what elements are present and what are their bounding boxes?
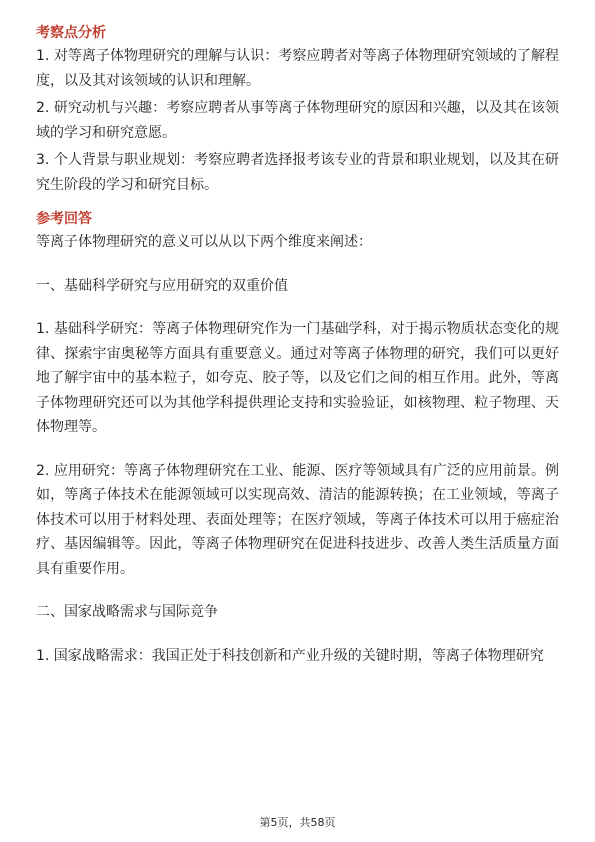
section-2-title: 二、国家战略需求与国际竞争 bbox=[36, 604, 218, 620]
analysis-item-2: 2. 研究动机与兴趣：考察应聘者从事等离子体物理研究的原因和兴趣，以及其在该领域的学习和研究意愿。 bbox=[36, 100, 559, 141]
document-page bbox=[36, 22, 559, 668]
answer-heading: 参考回答 bbox=[36, 211, 92, 227]
section-1-title: 一、基础科学研究与应用研究的双重价值 bbox=[36, 277, 288, 294]
analysis-item-3: 3. 个人背景与职业规划：考察应聘者选择报考该专业的背景和职业规划，以及其在研究生阶段的学习和研究目标。 bbox=[36, 152, 559, 193]
section-1-paragraph-1: 1. 基础科学研究：等离子体物理研究作为一门基础学科，对于揭示物质状态变化的规律、探索宇宙奥秘等方面具有重要意义。通过对等离子体物理的研究，我们可以更好地了解宇宙中的基本粒子，如夸克、胶子等，以及它们之间的相互作用。此外，等离子体物理研究还可以为其他学科提供理论支持和实验验证，如核物理、粒子物理、天体物理等。 bbox=[36, 321, 559, 435]
analysis-item-1: 1. 对等离子体物理研究的理解与认识：考察应聘者对等离子体物理研究领域的了解程度，以及其对该领域的认识和理解。 bbox=[36, 48, 559, 89]
page-number: 第5页，共58页 bbox=[259, 816, 336, 829]
analysis-heading: 考察点分析 bbox=[36, 25, 106, 41]
answer-intro: 等离子体物理研究的意义可以从以下两个维度来阐述： bbox=[36, 234, 372, 250]
section-2-paragraph-1: 1. 国家战略需求：我国正处于科技创新和产业升级的关键时期，等离子体物理研究 bbox=[36, 647, 544, 664]
section-1-paragraph-2: 2. 应用研究：等离子体物理研究在工业、能源、医疗等领域具有广泛的应用前景。例如，等离子体技术在能源领域可以实现高效、清洁的能源转换；在工业领域，等离子体技术可以用于材料处理、表面处理等；在医疗领域，等离子体技术可以用于癌症治疗、基因编辑等。因此，等离子体物理研究在促进科技进步、改善人类生活质量方面具有重要作用。 bbox=[36, 462, 559, 577]
